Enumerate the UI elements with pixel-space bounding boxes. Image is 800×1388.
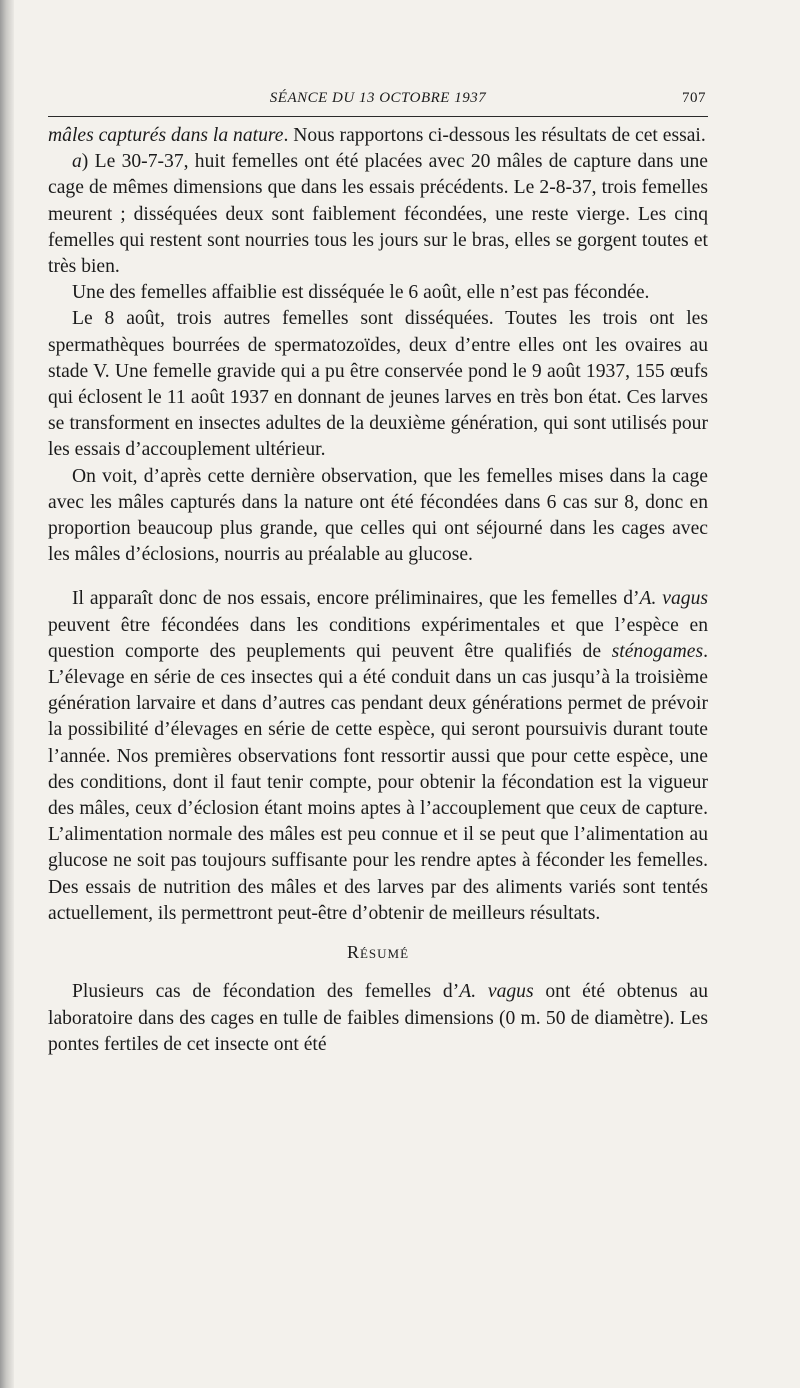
text-run: Le 8 août, trois autres femelles sont disséquées. Toutes les trois ont les spermathèques bourrées de spermatozoïdes, deux d’entre elles ont les ovaires au stade V. Une femelle gravide qui a pu être conservée pond le 9 août 1937, 155 œufs qui éclosent le 11 août 1937 en donnant de jeunes larves en très bon état. Ces larves se transforment en insectes adultes de la deuxième génération, qui sont utilisés pour les essais d’accouplement ultérieur.: [48, 308, 708, 461]
text-run: Une des femelles affaiblie est disséquée le 6 août, elle n’est pas fécondée.: [72, 282, 650, 304]
paragraph: [48, 586, 708, 927]
italic-run: sténogames: [611, 640, 704, 662]
italic-run: A. vagus: [459, 981, 534, 1003]
text-run: Il apparaît donc de nos essais, encore préliminaires, que les femelles d’: [72, 588, 640, 610]
text-run: Plusieurs cas de fécondation des femelles d’: [72, 981, 460, 1003]
section-heading: Résumé: [346, 942, 410, 963]
italic-run: mâles capturés dans la nature: [48, 125, 284, 146]
italic-run: a: [72, 151, 82, 173]
text-run: ont été obtenus au laboratoire dans des cages en tulle de faibles dimensions (0 m. 50 de diamètre). Les pontes fertiles de cet insecte ont été: [48, 981, 708, 1055]
italic-run: A. vagus: [639, 588, 708, 610]
paragraph: [48, 123, 708, 149]
running-title: SÉANCE DU 13 OCTOBRE 1937: [269, 90, 487, 106]
text-run: . L’élevage en série de ces insectes qui a été conduit dans un cas jusqu’à la troisième génération larvaire et dans d’autres cas pendant deux générations permet de prévoir la possibilité d’élevages en série de cette espèce, qui seront poursuivis durant toute l’année. Nos premières observations font ressortir aussi que pour cette espèce, une des conditions, dont il faut tenir compte, pour obtenir la fécondation est la vigueur des mâles, ceux d’éclosion étant moins aptes à l’accouplement que ceux de capture. L’alimentation normale des mâles est peu connue et il se peut que l’alimentation au glucose ne soit pas toujours suffisante pour les rendre aptes à féconder les femelles. Des essais de nutrition des mâles et des larves par des aliments variés sont tentés actuellement, ils permettront peut-être d’obtenir de meilleurs résultats.: [48, 640, 708, 924]
running-head: [48, 86, 708, 112]
body-text: [48, 123, 708, 1058]
paragraph: [48, 464, 708, 569]
paragraph: [48, 306, 708, 463]
summary-paragraph: [48, 979, 708, 1058]
text-run: On voit, d’après cette dernière observation, que les femelles mises dans la cage avec les mâles capturés dans la nature ont été fécondées dans 6 cas sur 8, donc en proportion beaucoup plus grande, que celles qui ont séjourné dans les cages avec les mâles d’éclosions, nourris au préalable au glucose.: [48, 465, 708, 566]
text-run: ) Le 30-7-37, huit femelles ont été placées avec 20 mâles de capture dans une cage de mêmes dimensions que dans les essais précédents. Le 2-8-37, trois femelles meurent ; disséquées deux sont faiblement fécondées, une reste vierge. Les cinq femelles qui restent sont nourries tous les jours sur le bras, elles se gorgent toutes et très bien.: [48, 151, 708, 278]
paragraph: [48, 149, 708, 280]
book-page: [48, 86, 708, 1058]
text-run: . Nous rapportons ci-dessous les résultats de cet essai.: [283, 125, 706, 146]
header-rule: [48, 116, 708, 117]
binding-shadow: [0, 0, 14, 1388]
page-number: 707: [682, 90, 706, 106]
paragraph: [48, 280, 708, 306]
text-run: peuvent être fécondées dans les conditions expérimentales et que l’espèce en question comporte des peuplements qui peuvent être qualifiés de: [48, 614, 708, 662]
